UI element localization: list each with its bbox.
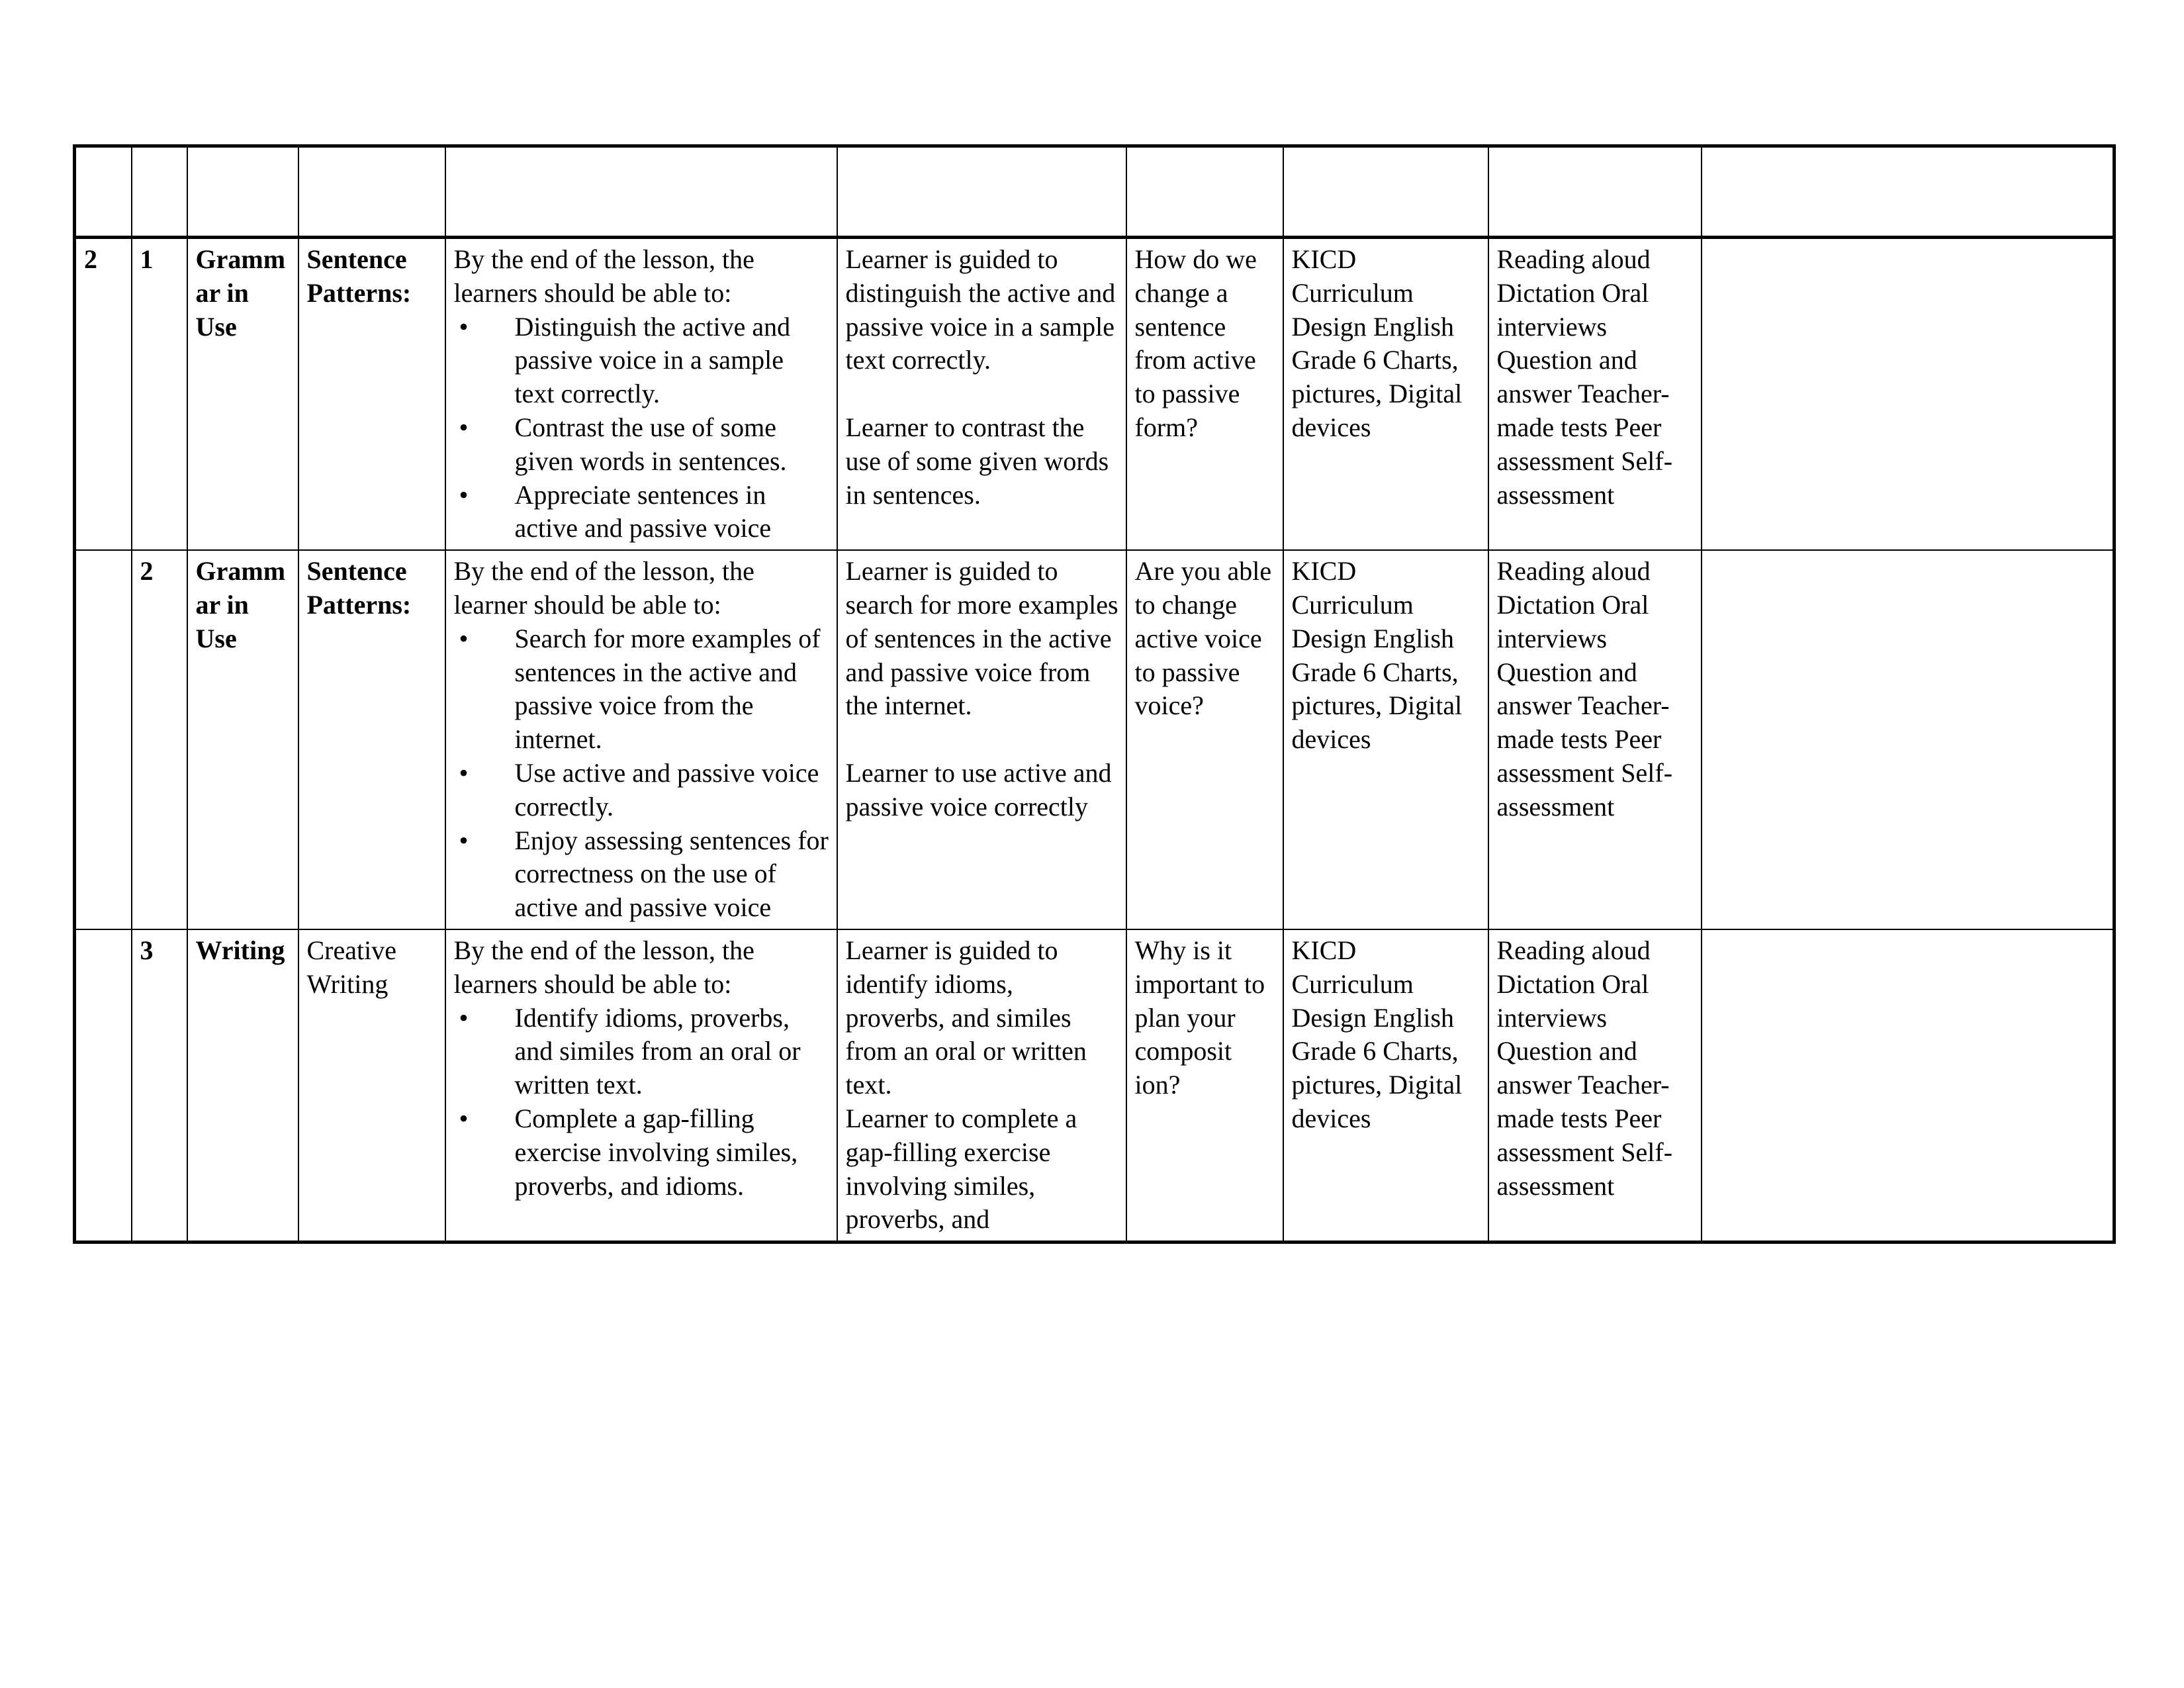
experience-spacer <box>846 377 1119 411</box>
bullet-icon: • <box>459 412 469 442</box>
objective-text: Complete a gap-filling exercise involving similes, proverbs, and idioms. <box>514 1103 798 1201</box>
cell-reflection <box>1702 238 2115 551</box>
bullet-icon: • <box>459 1103 469 1133</box>
bullet-icon: • <box>459 1002 469 1033</box>
cell-assessment-methods: Reading aloud Dictation Oral interviews Question and answer Teacher-made tests Peer assessment Self-assessment <box>1488 550 1702 929</box>
objectives-list <box>454 622 830 925</box>
header-cell-inquiry <box>1126 146 1283 238</box>
objective-text: Distinguish the active and passive voice in a sample text correctly. <box>514 311 791 409</box>
bullet-icon: • <box>459 479 469 510</box>
cell-objectives <box>445 550 837 929</box>
table-row <box>75 238 2115 551</box>
objectives-intro: By the end of the lesson, the learner should be able to: <box>453 556 754 620</box>
cell-strand: Grammar in Use <box>187 550 298 929</box>
list-item <box>454 1102 830 1203</box>
cell-lesson: 1 <box>132 238 187 551</box>
objectives-list <box>454 1002 830 1203</box>
header-cell-week <box>75 146 132 238</box>
header-cell-strand <box>187 146 298 238</box>
cell-lesson: 2 <box>132 550 187 929</box>
cell-objectives <box>445 929 837 1243</box>
bullet-icon: • <box>459 623 469 653</box>
cell-key-inquiry-question: Why is it important to plan your composit ion? <box>1126 929 1283 1243</box>
bullet-icon: • <box>459 311 469 342</box>
bullet-icon: • <box>459 757 469 788</box>
experience-spacer <box>846 723 1119 757</box>
cell-strand: Writing <box>187 929 298 1243</box>
list-item <box>454 824 830 925</box>
cell-reflection <box>1702 550 2115 929</box>
cell-learning-resources: KICD Curriculum Design English Grade 6 Charts, pictures, Digital devices <box>1283 550 1488 929</box>
table-row <box>75 929 2115 1243</box>
header-cell-reflection <box>1702 146 2115 238</box>
experience-paragraph: Learner to complete a gap-filling exercise involving similes, proverbs, and <box>845 1103 1077 1235</box>
list-item <box>454 411 830 479</box>
cell-week <box>75 550 132 929</box>
objective-text: Appreciate sentences in active and passive voice <box>514 479 772 543</box>
cell-objectives <box>445 238 837 551</box>
objective-text: Use active and passive voice correctly. <box>514 757 819 821</box>
cell-assessment-methods: Reading aloud Dictation Oral interviews Question and answer Teacher-made tests Peer assessment Self-assessment <box>1488 238 1702 551</box>
objectives-intro: By the end of the lesson, the learners should be able to: <box>453 244 754 308</box>
cell-key-inquiry-question: How do we change a sentence from active to passive form? <box>1126 238 1283 551</box>
list-item <box>454 310 830 411</box>
objective-text: Identify idioms, proverbs, and similes from an oral or written text. <box>514 1002 801 1100</box>
cell-key-inquiry-question: Are you able to change active voice to passive voice? <box>1126 550 1283 929</box>
cell-learning-experiences <box>837 238 1126 551</box>
header-cell-assessment <box>1488 146 1702 238</box>
experience-paragraph: Learner is guided to search for more examples of sentences in the active and passive voice from the internet. <box>845 556 1118 721</box>
cell-learning-experiences <box>837 550 1126 929</box>
cell-assessment-methods: Reading aloud Dictation Oral interviews Question and answer Teacher-made tests Peer assessment Self-assessment <box>1488 929 1702 1243</box>
table-header-row <box>75 146 2115 238</box>
header-cell-experiences <box>837 146 1126 238</box>
cell-sub-strand: Sentence Patterns: <box>298 550 445 929</box>
experience-paragraph: Learner is guided to identify idioms, proverbs, and similes from an oral or written text. <box>845 935 1087 1100</box>
objectives-intro: By the end of the lesson, the learners should be able to: <box>453 935 754 999</box>
table-body <box>75 146 2115 1243</box>
cell-learning-resources: KICD Curriculum Design English Grade 6 Charts, pictures, Digital devices <box>1283 929 1488 1243</box>
objective-text: Search for more examples of sentences in the active and passive voice from the internet. <box>514 623 821 755</box>
objective-text: Enjoy assessing sentences for correctness on the use of active and passive voice <box>514 825 829 923</box>
list-item <box>454 479 830 546</box>
cell-lesson: 3 <box>132 929 187 1243</box>
experience-paragraph: Learner is guided to distinguish the active and passive voice in a sample text correctly. <box>845 244 1116 375</box>
cell-reflection <box>1702 929 2115 1243</box>
cell-strand: Grammar in Use <box>187 238 298 551</box>
header-cell-objectives <box>445 146 837 238</box>
experience-paragraph: Learner to contrast the use of some given words in sentences. <box>845 412 1109 510</box>
header-cell-sub-strand <box>298 146 445 238</box>
header-cell-lesson <box>132 146 187 238</box>
cell-week: 2 <box>75 238 132 551</box>
list-item <box>454 757 830 824</box>
bullet-icon: • <box>459 825 469 855</box>
cell-learning-resources: KICD Curriculum Design English Grade 6 Charts, pictures, Digital devices <box>1283 238 1488 551</box>
cell-sub-strand: Creative Writing <box>298 929 445 1243</box>
cell-learning-experiences <box>837 929 1126 1243</box>
list-item <box>454 622 830 757</box>
cell-sub-strand: Sentence Patterns: <box>298 238 445 551</box>
header-cell-resources <box>1283 146 1488 238</box>
table-row <box>75 550 2115 929</box>
cell-week <box>75 929 132 1243</box>
scheme-of-work-table <box>73 144 2116 1244</box>
experience-paragraph: Learner to use active and passive voice correctly <box>845 757 1112 821</box>
objective-text: Contrast the use of some given words in sentences. <box>514 412 787 476</box>
list-item <box>454 1002 830 1102</box>
objectives-list <box>454 310 830 546</box>
